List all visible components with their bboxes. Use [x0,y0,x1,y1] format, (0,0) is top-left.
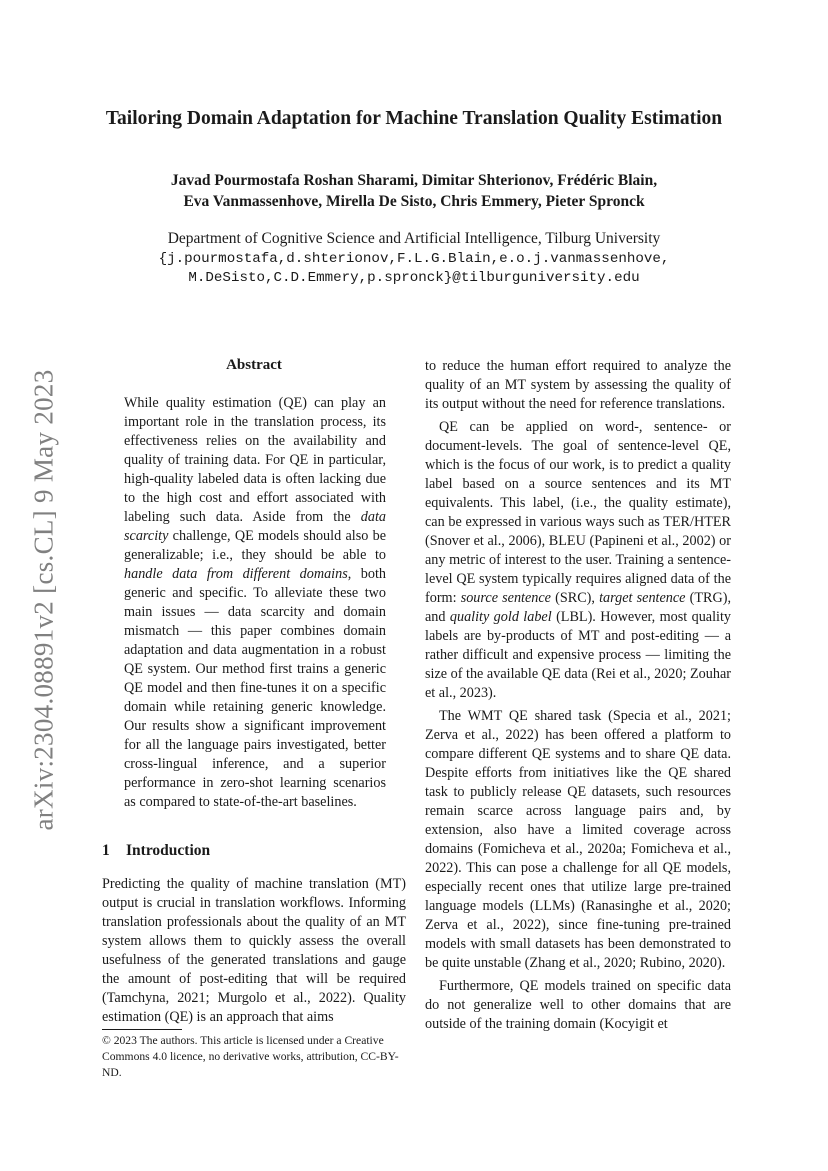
p2-text-b: (SRC), [550,590,600,606]
abstract-text-1: While quality estimation (QE) can play an important role in the translation process, its effectiveness relies on the availability and quality of training data. For QE in particular, high-quality labeled data is often lacking due to the high cost and effort associated with labeling such data. Aside from the [124,395,386,525]
p2-em-target: target sentence [599,590,686,606]
author-line-1: Javad Pourmostafa Roshan Sharami, Dimitar Shterionov, Frédéric Blain, [170,172,658,189]
abstract-text-3: , both generic and specific. To alleviate these two main issues — data scarcity and domain mismatch — this paper combines domain adaptation and data augmentation in a robust QE system. Our method first trains a generic QE model and then fine-tunes it on a specific domain while retaining generic knowledge. Our results show a significant improvement for all the language pairs investigated, better cross-lingual inference, and a superior performance in zero-shot learning scenarios as compared to state-of-the-art baselines. [124,566,386,810]
p2-text-a: QE can be applied on word-, sentence- or document-levels. The goal of sentence-level QE, which is the focus of our work, is to predict a quality label based on a source sentences and its MT equivalents. This label, (i.e., the quality estimate), can be expressed in various ways such as TER/HTER (Snover et al., 2006), BLEU (Papineni et al., 2002) or any metric of interest to the user. Training a sentence-level QE system typically requires aligned data of the form: [425,419,731,606]
paper-title: Tailoring Domain Adaptation for Machine Translation Quality Estimation [105,108,723,129]
p2-em-label: quality gold label [449,609,552,625]
author-line-2: Eva Vanmassenhove, Mirella De Sisto, Chris Emmery, Pieter Spronck [183,193,645,210]
intro-left-column [102,875,406,1027]
p2-em-source: source sentence [460,590,551,606]
author-list [0,170,828,212]
intro-paragraph-2 [425,418,731,703]
affiliation: Department of Cognitive Science and Artificial Intelligence, Tilburg University [167,230,661,247]
emails-line-1: {j.pourmostafa,d.shterionov,F.L.G.Blain,e.o.j.vanmassenhove, [158,251,670,267]
abstract-heading: Abstract [226,357,282,373]
intro-paragraph-4: Furthermore, QE models trained on specific data do not generalize well to other domains that are outside of the training domain (Kocyigit et [425,978,731,1032]
abstract-text-2: challenge, QE models should also be generalizable; i.e., they should be able to [124,528,386,563]
footnote-rule [102,1029,182,1030]
section-number: 1 [102,842,110,859]
license-footnote: © 2023 The authors. This article is licensed under a Creative Commons 4.0 licence, no derivative works, attribution, CC-BY-ND. [102,1034,399,1079]
intro-paragraph-1: Predicting the quality of machine translation (MT) output is crucial in translation workflows. Informing translation professionals about the quality of an MT system allows them to quickly assess the overall usefulness of the generated translations and gauge the amount of post-editing that will be required (Tamchyna, 2021; Murgolo et al., 2022). Quality estimation (QE) is an approach that aims [102,876,406,1025]
section-heading-introduction [102,842,210,860]
abstract-emphasis-2: handle data from different domains [124,566,348,582]
arxiv-stamp: arXiv:2304.08891v2 [cs.CL] 9 May 2023 [28,369,59,831]
intro-right-column [425,357,731,1034]
section-title: Introduction [126,842,211,859]
intro-paragraph-3: The WMT QE shared task (Specia et al., 2021; Zerva et al., 2022) has been offered a platform to compare different QE systems and to share QE data. Despite efforts from initiatives like the QE shared task to publicly release QE datasets, such resources remain scarce across language pairs and, by extension, also have a limited coverage across domains (Fomicheva et al., 2020a; Fomicheva et al., 2022). This can pose a challenge for all QE models, especially recent ones that utilize large pre-trained language models (LLMs) (Ranasinghe et al., 2020; Zerva et al., 2022), since fine-tuning pre-trained models with small datasets has been demonstrated to be quite unstable (Zhang et al., 2020; Rubino, 2020). [425,708,731,971]
emails-line-2: M.DeSisto,C.D.Emmery,p.spronck}@tilburguniversity.edu [188,270,640,286]
abstract-emphasis-1: data scarcity [124,509,386,544]
intro-paragraph-continued: to reduce the human effort required to analyze the quality of an MT system by assessing the quality of its output without the need for reference translations. [425,358,731,412]
abstract-body [124,394,386,812]
p2-text-c: (TRG), and [425,590,731,625]
p2-text-d: (LBL). However, most quality labels are by-products of MT and post-editing — a rather difficult and expensive process — limiting the size of the available QE data (Rei et al., 2020; Zouhar et al., 2023). [425,609,731,701]
author-emails [0,250,828,288]
